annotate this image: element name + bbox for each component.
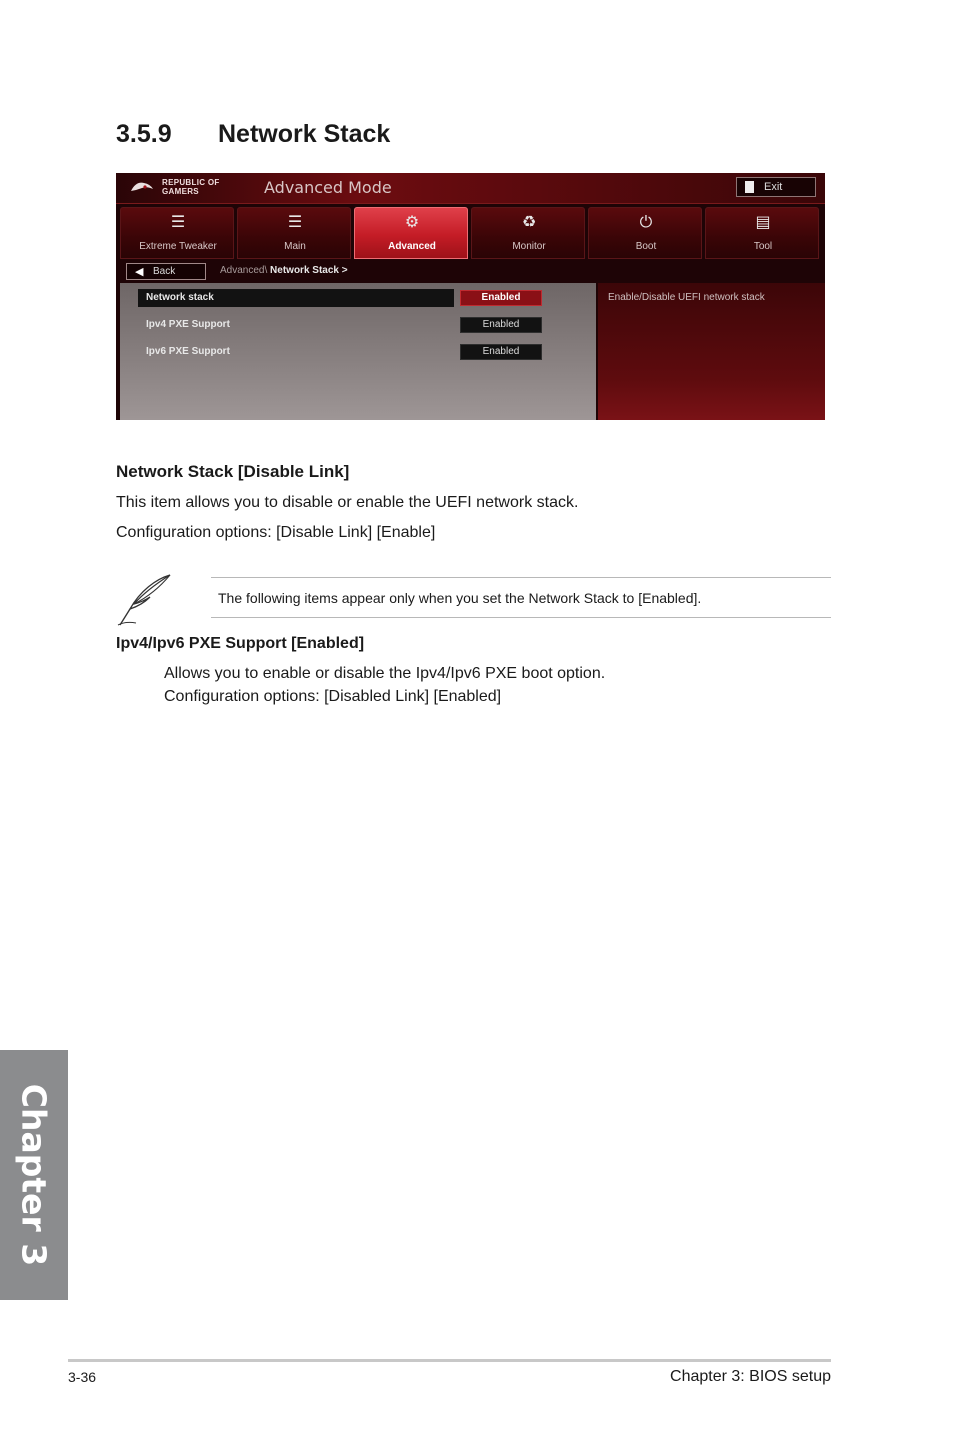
footer-title: Chapter 3: BIOS setup (670, 1368, 831, 1385)
chapter-label: Chapter 3 (14, 1083, 54, 1267)
tweaker-icon: ☰ (170, 214, 186, 231)
tab-label: Main (284, 241, 306, 252)
tab-label: Advanced (388, 241, 436, 252)
back-arrow-icon: ◀ (135, 266, 144, 278)
page-number: 3-36 (68, 1369, 97, 1385)
rog-brand-text: REPUBLIC OF GAMERS (162, 178, 220, 196)
section-number: 3.5.9 (116, 120, 172, 148)
tab-tool[interactable] (705, 207, 819, 259)
tab-label: Monitor (512, 241, 546, 252)
exit-button[interactable] (736, 177, 816, 197)
item-options: Configuration options: [Disabled Link] [Enabled] (164, 688, 502, 705)
bios-nav-bar (116, 261, 825, 283)
breadcrumb-current: Network Stack > (270, 265, 348, 276)
note-text: The following items appear only when you set the Network Stack to [Enabled]. (218, 590, 702, 606)
tab-label: Tool (753, 241, 773, 252)
tab-main[interactable] (237, 207, 351, 259)
setting-row-ipv6-pxe[interactable] (138, 343, 568, 361)
note-feather-icon (116, 573, 174, 628)
advanced-icon: ⚙ (404, 214, 420, 231)
tab-label: Boot (635, 241, 657, 252)
setting-row-ipv4-pxe[interactable] (138, 316, 568, 334)
footer-divider (68, 1359, 831, 1362)
item-heading: Network Stack [Disable Link] (116, 462, 350, 481)
item-heading: Ipv4/Ipv6 PXE Support [Enabled] (116, 635, 365, 652)
printer-icon: ▤ (755, 214, 771, 231)
tab-label: Extreme Tweaker (139, 241, 217, 252)
tab-extreme-tweaker[interactable] (120, 207, 234, 259)
setting-value-dropdown[interactable]: Enabled (460, 317, 542, 333)
bios-title-bar (116, 173, 825, 204)
setting-value-dropdown[interactable]: Enabled (460, 290, 542, 306)
section-title: Network Stack (218, 120, 391, 148)
item-description: Allows you to enable or disable the Ipv4/Ipv6 PXE boot option. (164, 665, 606, 682)
exit-label: Exit (764, 181, 783, 193)
note-divider-bottom (211, 617, 831, 618)
setting-label: Ipv6 PXE Support (146, 346, 230, 357)
help-panel (598, 283, 825, 420)
back-label: Back (153, 266, 176, 277)
rog-logo-icon (130, 179, 154, 197)
bios-tab-bar (120, 207, 822, 259)
tab-boot[interactable] (588, 207, 702, 259)
setting-label: Ipv4 PXE Support (146, 319, 230, 330)
note-divider-top (211, 577, 831, 578)
chapter-side-tab (0, 1050, 68, 1300)
item-options: Configuration options: [Disable Link] [Enable] (116, 524, 436, 541)
tab-advanced[interactable] (354, 207, 468, 259)
tab-monitor[interactable] (471, 207, 585, 259)
item-description: This item allows you to disable or enable the UEFI network stack. (116, 494, 579, 511)
setting-value-dropdown[interactable]: Enabled (460, 344, 542, 360)
power-icon: ⏻ (639, 214, 653, 231)
monitor-icon: ♻ (521, 214, 537, 231)
setting-label: Network stack (146, 292, 214, 303)
bios-mode-title: Advanced Mode (264, 178, 392, 197)
help-text: Enable/Disable UEFI network stack (608, 292, 765, 303)
back-button[interactable] (126, 263, 206, 280)
list-icon: ☰ (287, 214, 303, 231)
setting-row-network-stack[interactable] (138, 289, 568, 307)
breadcrumb (220, 265, 348, 276)
exit-door-icon (745, 181, 754, 193)
bios-screenshot (116, 173, 825, 420)
breadcrumb-parent[interactable]: Advanced\ (220, 265, 268, 276)
